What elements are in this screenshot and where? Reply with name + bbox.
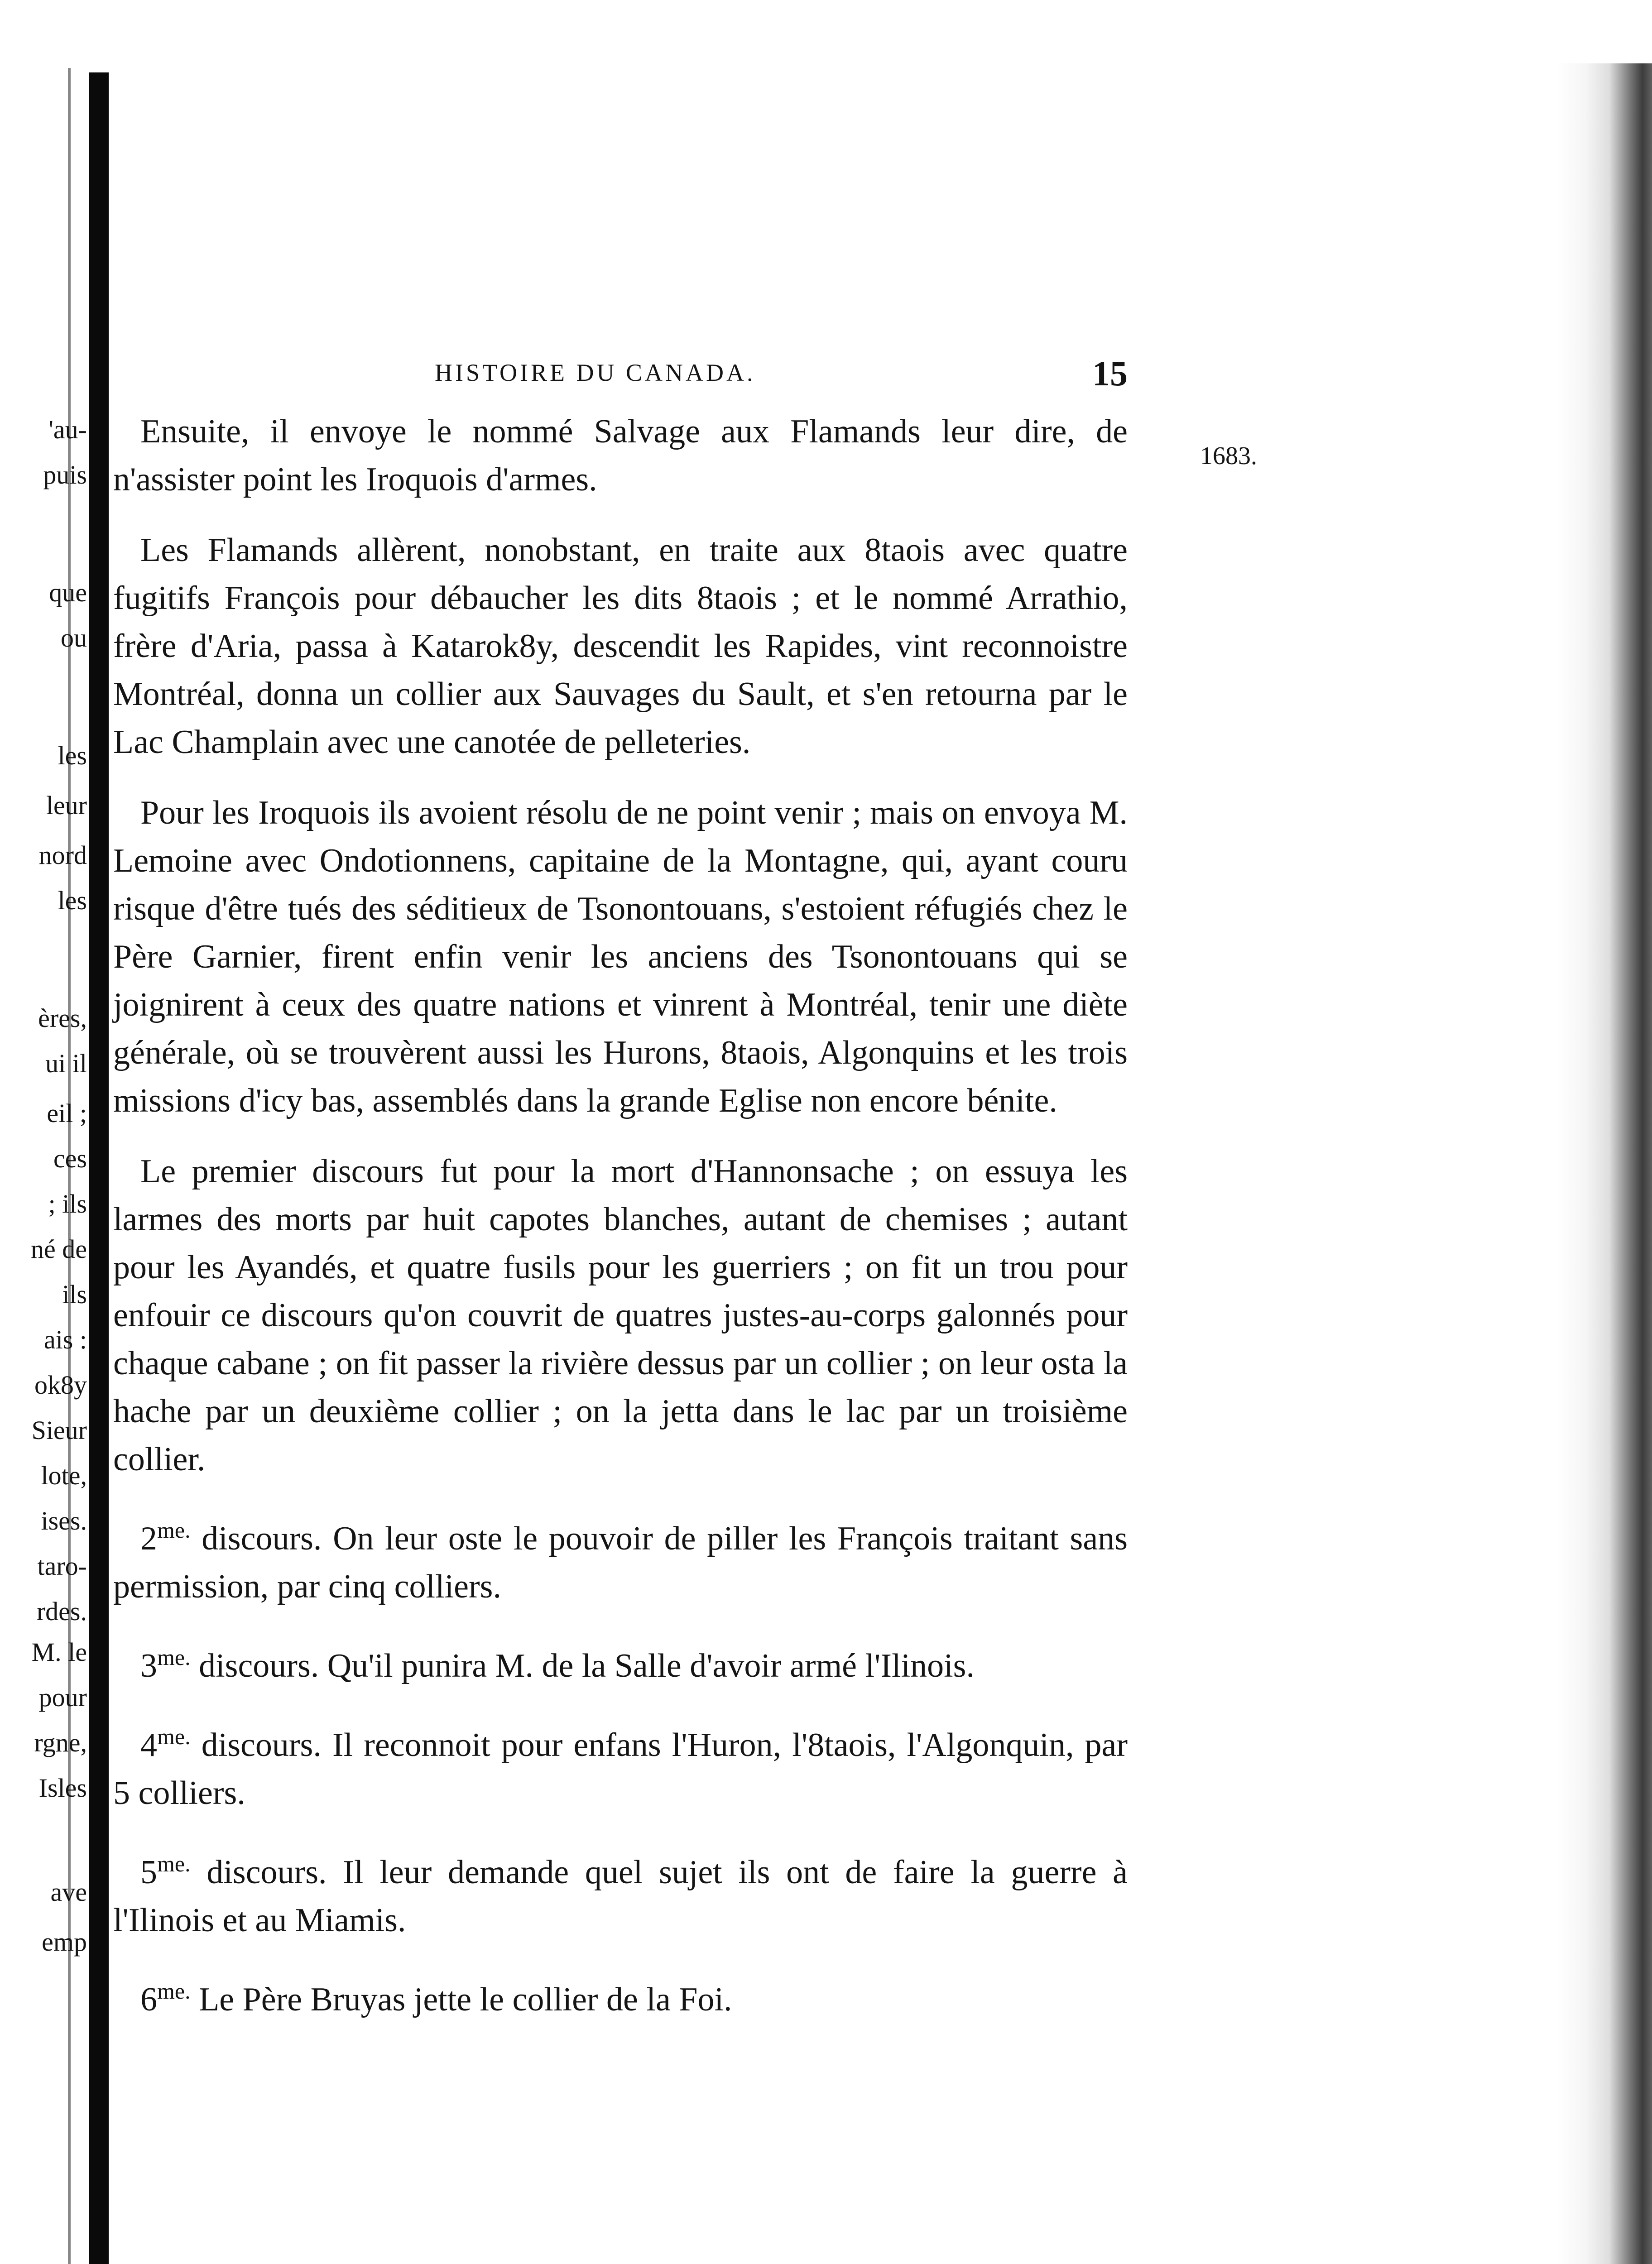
discours-item [113,1633,1128,1690]
bleed-fragment: eil ; [47,1098,87,1128]
discours-number: 6 [140,1981,157,2018]
discours-text: Le Père Bruyas jette le collier de la Foi. [199,1981,732,2018]
bleed-fragment: ave [50,1877,87,1907]
discours-text: Qu'il punira M. de la Salle d'avoir armé l'Ilinois. [327,1647,975,1684]
bleed-fragment: nord [38,840,87,870]
discours-text: Il leur demande quel sujet ils ont de faire la guerre à l'Ilinois et au Miamis. [113,1854,1128,1939]
ordinal-suffix: me. [157,1978,191,2004]
bleed-fragment: né de [31,1234,87,1264]
bleed-fragment: M. le [31,1637,87,1667]
discours-item [113,1712,1128,1817]
discours-label: discours. [202,1520,322,1557]
bleed-fragment: taro- [37,1551,87,1581]
bleed-fragment: ils [62,1280,87,1309]
page-edge-shadow [1557,63,1652,2264]
page-number: 15 [1092,354,1128,393]
bleed-fragment: pour [38,1683,87,1712]
bleed-fragment: les [58,886,87,915]
bleed-fragment: leur [46,791,87,820]
discours-label: discours. [199,1647,319,1684]
binding-gutter [89,72,109,2264]
margin-year-note: 1683. [1200,442,1257,470]
discours-item [113,1967,1128,2024]
ordinal-suffix: me. [157,1517,191,1543]
discours-number: 4 [140,1727,157,1764]
ordinal-suffix: me. [157,1724,191,1749]
bleed-fragment: ères, [38,1003,87,1033]
discours-text: Il reconnoit pour enfans l'Huron, l'8taois, l'Algonquin, par 5 colliers. [113,1727,1128,1812]
bleed-fragment: les [58,741,87,770]
discours-item [113,1506,1128,1611]
bleed-fragment: rdes. [36,1597,87,1626]
ordinal-suffix: me. [157,1851,191,1876]
bleed-fragment: puis [43,460,87,489]
running-title: HISTOIRE DU CANADA. [435,359,756,386]
bleed-fragment: rgne, [34,1728,87,1757]
paragraph: Pour les Iroquois ils avoient résolu de ne point venir ; mais on envoya M. Lemoine avec Ondotionnens, capitaine de la Montagne, qui, ayant couru risque d'être tués des séditieux de Tsonontouans, s'estoient réfugiés chez le Père Garnier, firent enfin venir les anciens des Tsonontouans qui se joignirent à ceux des quatre nations et vinrent à Montréal, tenir une diète générale, où se trouvèrent aussi les Hurons, 8taois, Algonquins et les trois missions d'icy bas, assemblés dans la grande Eglise non encore bénite. [113,794,1128,1119]
bleed-fragment: ises. [41,1506,87,1535]
discours-item [113,1840,1128,1944]
bleed-fragment: ok8y [34,1370,87,1400]
page-header [435,353,1128,394]
discours-number: 2 [140,1520,157,1557]
paragraph: Le premier discours fut pour la mort d'Hannonsache ; on essuya les larmes des morts par huit capotes blanches, autant de chemises ; autant pour les Ayandés, et quatre fusils pour les guerriers ; on fit un trou pour enfouir ce discours qu'on couvrit de quatres justes-au-corps galonnés pour chaque cabane ; on fit passer la rivière dessus par un collier ; on leur osta la hache par un deuxième collier ; on la jetta dans le lac par un troisième collier. [113,1153,1128,1478]
bleed-fragment: emp [42,1927,87,1957]
bleed-fragment: Sieur [31,1415,87,1445]
bleed-fragment: ces [53,1144,87,1173]
paragraph: Ensuite, il envoye le nommé Salvage aux Flamands leur dire, de n'assister point les Iroquois d'armes. [113,413,1128,498]
bleed-fragment: ; ils [48,1189,87,1218]
bleed-fragment: 'au- [48,415,87,444]
ordinal-suffix: me. [157,1645,191,1670]
discours-label: discours. [206,1854,327,1891]
bleed-fragment: Isles [38,1773,87,1803]
paragraph: Les Flamands allèrent, nonobstant, en traite aux 8taois avec quatre fugitifs François pour débaucher les dits 8taois ; et le nommé Arrathio, frère d'Aria, passa à Katarok8y, descendit les Rapides, vint reconnoistre Montréal, donna un collier aux Sauvages du Sault, et s'en retourna par le Lac Champlain avec une canotée de pelleteries. [113,532,1128,761]
discours-number: 5 [140,1854,157,1891]
discours-text: On leur oste le pouvoir de piller les François traitant sans permission, par cinq colliers. [113,1520,1128,1605]
page-body [113,408,1128,2046]
discours-number: 3 [140,1647,157,1684]
bleed-fragment: ui il [45,1049,87,1078]
discours-label: discours. [201,1727,322,1764]
bleed-fragment: ais : [43,1325,87,1354]
bleed-fragment: lote, [41,1461,87,1490]
bleed-fragment: que [49,578,87,607]
bleed-fragment: ou [61,623,87,652]
